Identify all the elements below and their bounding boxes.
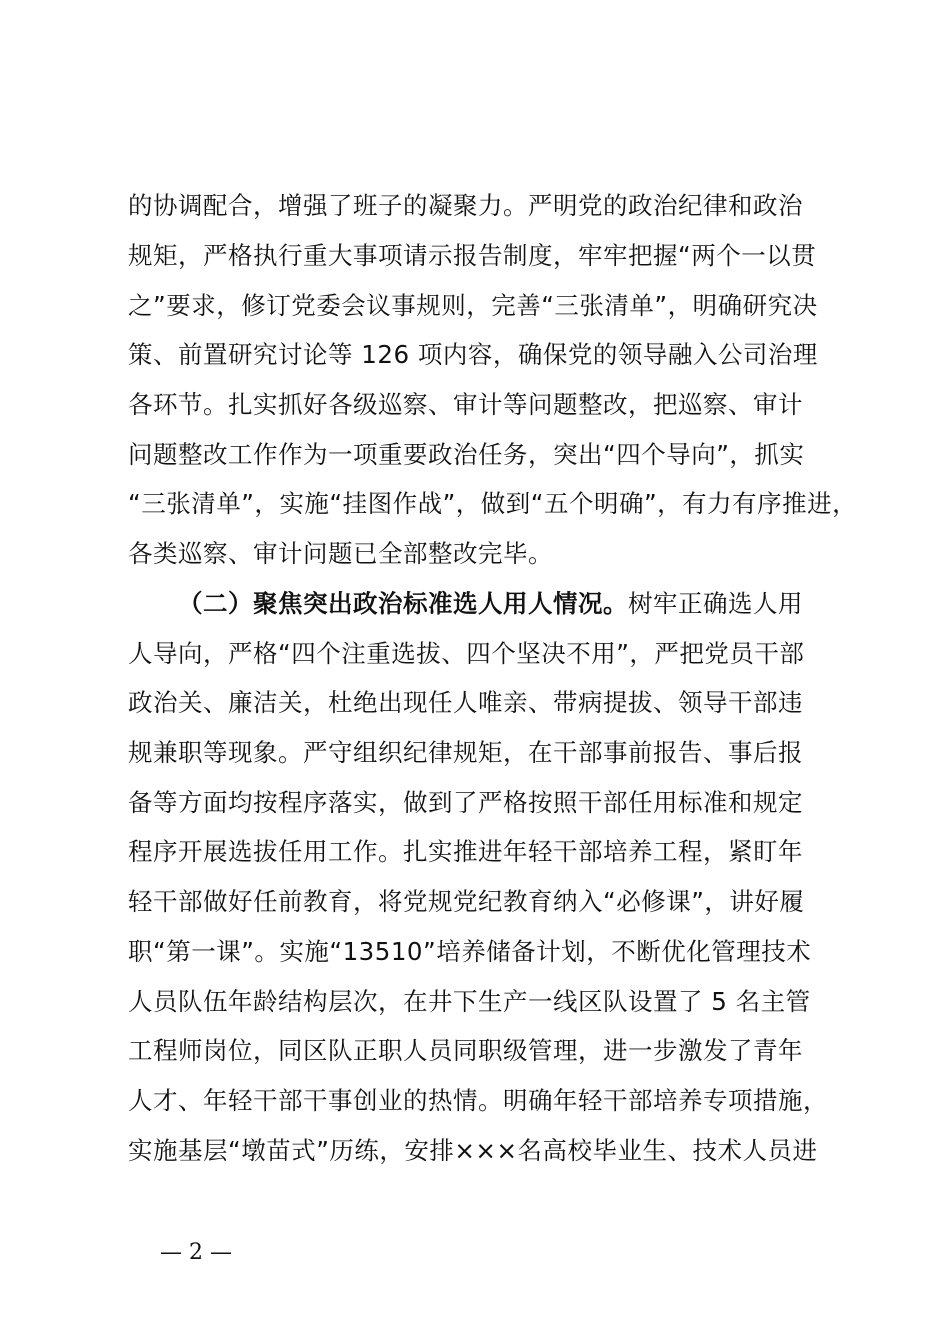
body-text-line: 之”要求，修订党委会议事规则，完善“三张清单”，明确研究决	[128, 291, 818, 320]
page-number: — 2 —	[160, 1240, 232, 1265]
body-text-line: 的协调配合，增强了班子的凝聚力。严明党的政治纪律和政治	[128, 191, 803, 220]
body-text-line: 策、前置研究讨论等 126 项内容，确保党的领导融入公司治理	[128, 340, 818, 369]
body-text-line: 问题整改工作作为一项重要政治任务，突出“四个导向”，抓实	[128, 440, 805, 469]
body-text-line: 规兼职等现象。严守组织纪律规矩，在干部事前报告、事后报	[128, 738, 803, 767]
body-text-line: 职“第一课”。实施“13510”培养储备计划，不断优化管理技术	[128, 937, 812, 966]
body-text-line: 规矩，严格执行重大事项请示报告制度，牢牢把握“两个一以贯	[128, 241, 817, 270]
body-text: 树牢正确选人用	[628, 589, 803, 618]
body-text-line: “三张清单”，实施“挂图作战”，做到“五个明确”，有力有序推进，	[128, 489, 858, 518]
body-text-line: 轻干部做好任前教育，将党规党纪教育纳入“必修课”，讲好履	[128, 887, 805, 916]
body-text-line: 工程师岗位，同区队正职人员同职级管理，进一步激发了青年	[128, 1036, 803, 1065]
body-text-line: 人导向，严格“四个注重选拔、四个坚决不用”，严把党员干部	[128, 639, 805, 668]
body-text-line: 各环节。扎实抓好各级巡察、审计等问题整改，把巡察、审计	[128, 390, 803, 419]
section-heading-line	[178, 584, 908, 624]
body-text-line: 实施基层“墩苗式”历练，安排×××名高校毕业生、技术人员进	[128, 1136, 818, 1165]
body-text-line: 政治关、廉洁关，杜绝出现任人唯亲、带病提拔、领导干部违	[128, 688, 803, 717]
body-text-line: 人才、年轻干部干事创业的热情。明确年轻干部培养专项措施，	[128, 1086, 828, 1115]
body-text-line: 各类巡察、审计问题已全部整改完毕。	[128, 539, 553, 568]
section-heading: （二）聚焦突出政治标准选人用人情况。	[178, 589, 628, 618]
body-text-line: 备等方面均按程序落实，做到了严格按照干部任用标准和规定	[128, 788, 803, 817]
body-text-line: 人员队伍年龄结构层次，在井下生产一线区队设置了 5 名主管	[128, 987, 811, 1016]
body-text-line: 程序开展选拔任用工作。扎实推进年轻干部培养工程，紧盯年	[128, 837, 803, 866]
